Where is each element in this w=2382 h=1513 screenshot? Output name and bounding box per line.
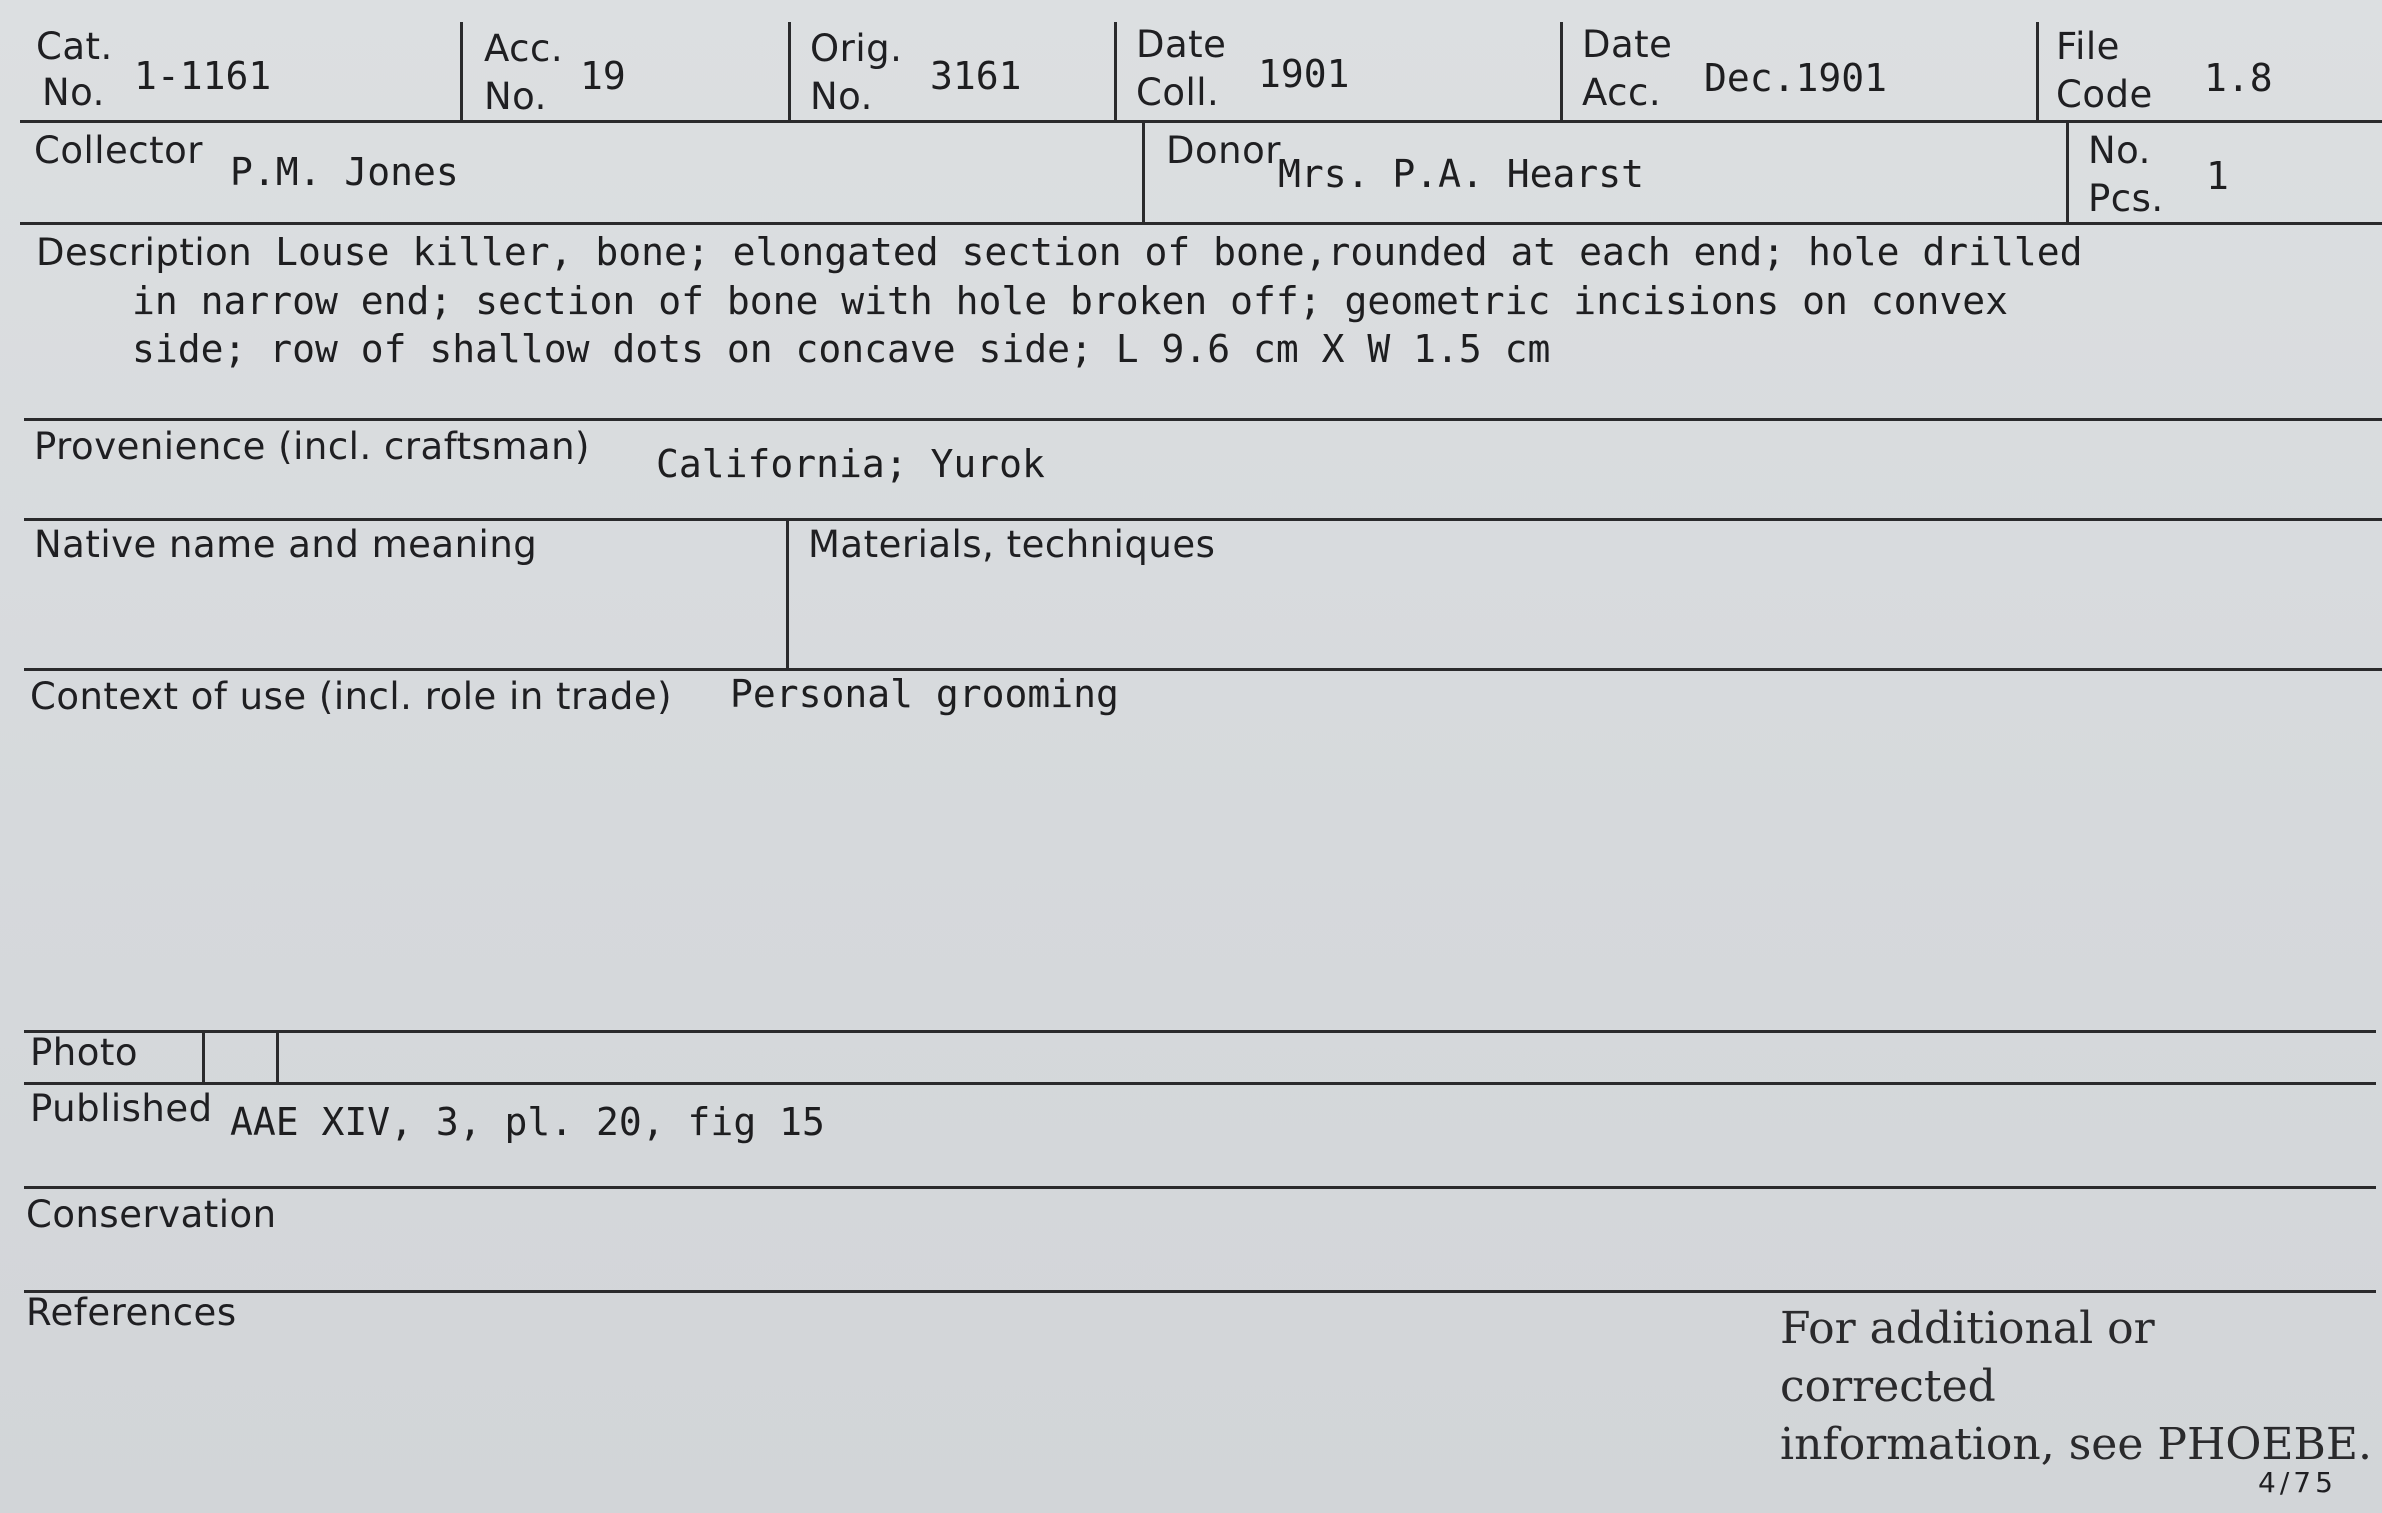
divider-cat-acc: [460, 22, 463, 122]
pcs-label-bottom: Pcs.: [2088, 177, 2164, 220]
pcs-label-top: No.: [2088, 129, 2151, 172]
photo-box-divider-1: [202, 1030, 205, 1084]
date-coll-value: 1901: [1258, 52, 1350, 96]
published-bottom-rule: [24, 1186, 2376, 1189]
description-bottom-rule: [24, 418, 2382, 421]
materials-label: Materials, techniques: [808, 523, 1216, 566]
description-line-2: in narrow end; section of bone with hole broken off; geometric incisions on convex: [132, 279, 2008, 323]
divider-dateacc-filecode: [2036, 22, 2039, 122]
date-acc-label-top: Date: [1582, 23, 1673, 66]
context-label: Context of use (incl. role in trade): [30, 675, 673, 718]
description-label: Description: [36, 231, 253, 274]
file-code-value: 1.8: [2204, 56, 2273, 100]
divider-orig-datecoll: [1114, 22, 1117, 122]
orig-no-value: 3161: [930, 54, 1022, 98]
date-coll-label-top: Date: [1136, 23, 1227, 66]
published-label: Published: [30, 1087, 213, 1130]
photo-bottom-rule: [24, 1082, 2376, 1085]
divider-collector-donor: [1142, 122, 1145, 222]
date-coll-label-bottom: Coll.: [1136, 71, 1220, 114]
phoebe-note-line-2: information, see PHOEBE.: [1780, 1419, 2372, 1470]
file-code-label-top: File: [2056, 25, 2120, 68]
description-line-3: side; row of shallow dots on concave side; L 9.6 cm X W 1.5 cm: [132, 327, 1551, 371]
acc-no-value: 19: [580, 54, 626, 98]
context-value: Personal grooming: [730, 672, 1119, 716]
date-acc-value: Dec.1901: [1704, 56, 1888, 100]
row2-bottom-rule: [20, 222, 2382, 225]
orig-no-label-bottom: No.: [810, 75, 873, 118]
collector-label: Collector: [34, 129, 203, 172]
provenience-bottom-rule: [24, 518, 2382, 521]
divider-datecoll-dateacc: [1560, 22, 1563, 122]
provenience-value: California; Yurok: [656, 442, 1045, 486]
divider-acc-orig: [788, 22, 791, 122]
acc-no-label-bottom: No.: [484, 75, 547, 118]
file-code-label-bottom: Code: [2056, 73, 2153, 116]
photo-top-rule: [24, 1030, 2376, 1033]
divider-donor-pcs: [2066, 122, 2069, 222]
references-label: References: [26, 1291, 237, 1334]
date-acc-label-bottom: Acc.: [1582, 71, 1662, 114]
description-block: [36, 228, 2356, 373]
conservation-bottom-rule: [24, 1290, 2376, 1293]
phoebe-note: [1780, 1300, 2382, 1474]
native-name-label: Native name and meaning: [34, 523, 538, 566]
description-line-1: [36, 228, 2356, 277]
photo-label: Photo: [30, 1031, 139, 1074]
cat-no-value: 1-1161: [134, 54, 272, 98]
native-materials-bottom-rule: [24, 668, 2382, 671]
photo-box-divider-2: [276, 1030, 279, 1084]
acc-no-label-top: Acc.: [484, 27, 564, 70]
published-value: AAE XIV, 3, pl. 20, fig 15: [230, 1100, 825, 1144]
cat-no-label-top: Cat.: [36, 25, 113, 68]
donor-label: Donor: [1166, 129, 1281, 172]
phoebe-note-line-1: For additional or corrected: [1780, 1303, 2155, 1412]
pcs-value: 1: [2206, 154, 2229, 198]
orig-no-label-top: Orig.: [810, 27, 903, 70]
conservation-label: Conservation: [26, 1193, 277, 1236]
provenience-label: Provenience (incl. craftsman): [34, 425, 590, 468]
cat-no-label-bottom: No.: [42, 71, 105, 114]
donor-value: Mrs. P.A. Hearst: [1278, 152, 1645, 196]
form-revision-code: 4/75: [2258, 1466, 2337, 1499]
divider-native-materials: [786, 520, 789, 668]
row1-bottom-rule: [20, 120, 2382, 123]
collector-value: P.M. Jones: [230, 150, 459, 194]
description-text-1: Louse killer, bone; elongated section of bone,rounded at each end; hole drilled: [275, 230, 2083, 274]
